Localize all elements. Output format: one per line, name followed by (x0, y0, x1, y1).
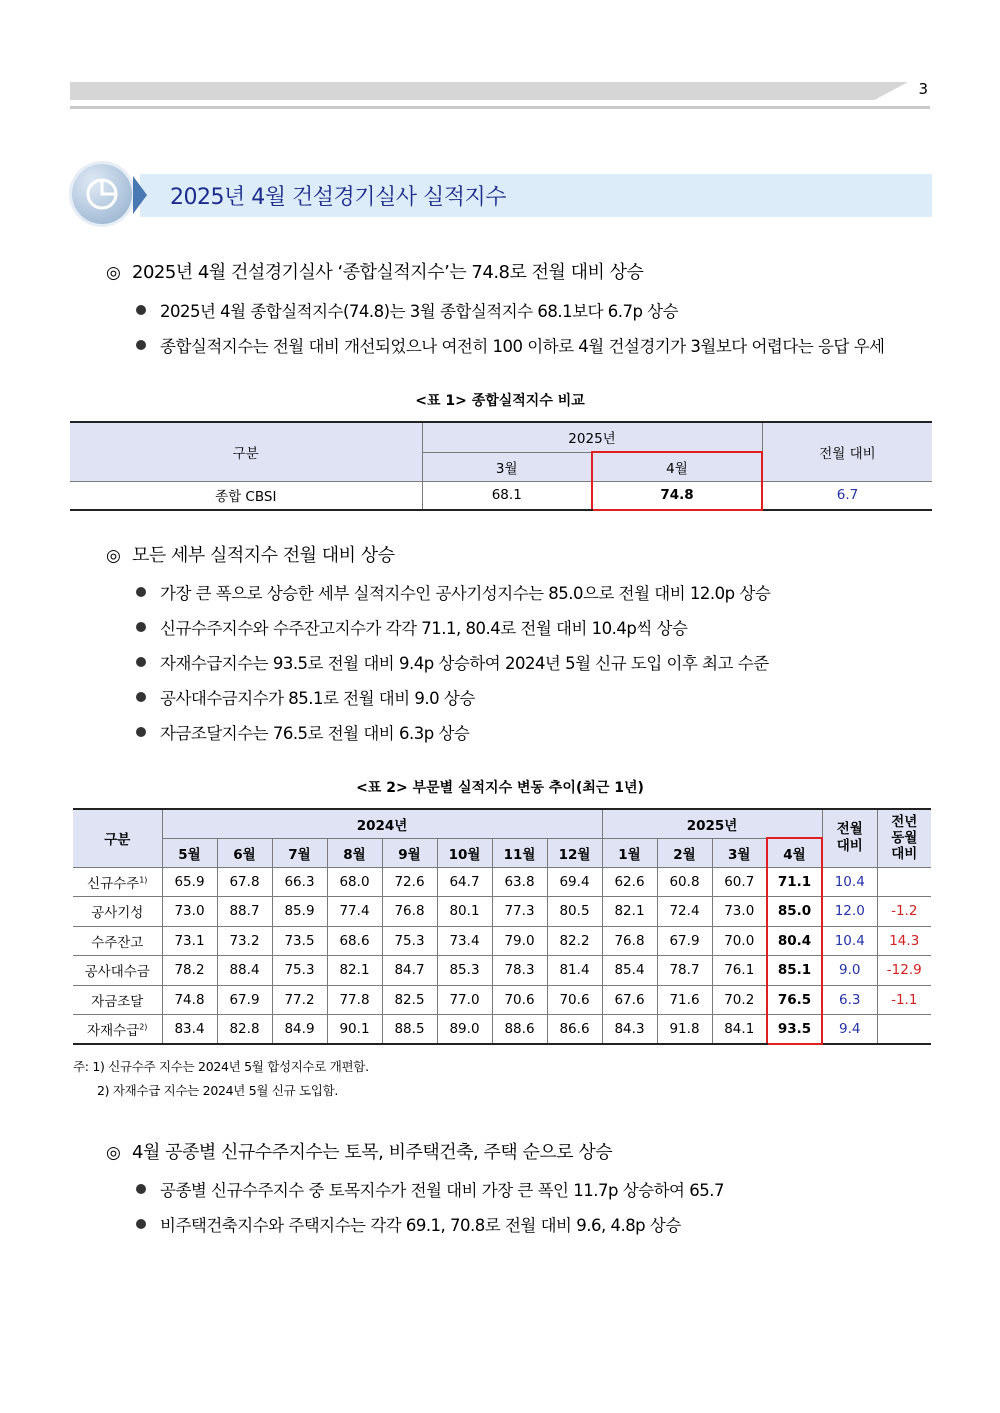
t2-cell: 76.5 (767, 985, 822, 1015)
t2-mom-cell: 10.4 (822, 867, 877, 897)
t2-yoy-cell (877, 1015, 931, 1045)
t2-cell: 75.3 (382, 926, 437, 956)
t2-cell: 78.3 (492, 956, 547, 986)
t2-cell: 88.7 (217, 897, 272, 927)
bullet-icon (136, 1184, 146, 1194)
t1-header-m4: 4월 (592, 452, 762, 481)
t2-cell: 89.0 (437, 1015, 492, 1045)
t2-cell: 70.6 (492, 985, 547, 1015)
bullet-icon (136, 305, 146, 315)
double-circle-icon: ◎ (106, 263, 121, 283)
t2-cell: 82.8 (217, 1015, 272, 1045)
t2-month-header: 1월 (602, 838, 657, 867)
t2-cell: 72.4 (657, 897, 712, 927)
t2-cell: 73.5 (272, 926, 327, 956)
t1-value-m3: 68.1 (422, 481, 592, 510)
table2 (73, 808, 931, 1045)
t2-header-yoy-line2: 동월 (891, 830, 918, 847)
t2-cell: 85.4 (602, 956, 657, 986)
t1-value-m4: 74.8 (592, 481, 762, 510)
t2-cell: 88.6 (492, 1015, 547, 1045)
t2-row-label-text: 자재수급 (87, 1023, 140, 1039)
t2-yoy-cell: -12.9 (877, 956, 931, 986)
sub-point (136, 1177, 724, 1201)
t2-header-2024: 2024년 (162, 809, 602, 838)
t2-cell: 72.6 (382, 867, 437, 897)
t2-cell: 80.4 (767, 926, 822, 956)
sub-point-text: 공사대수금지수가 85.1로 전월 대비 9.0 상승 (160, 689, 475, 708)
bullet-icon (136, 727, 146, 737)
t2-cell: 67.9 (657, 926, 712, 956)
t2-cell: 73.1 (162, 926, 217, 956)
title-arrow-icon (133, 176, 147, 214)
t2-month-header: 2월 (657, 838, 712, 867)
main-point-text: 모든 세부 실적지수 전월 대비 상승 (132, 545, 395, 566)
t2-cell: 84.7 (382, 956, 437, 986)
double-circle-icon: ◎ (106, 546, 121, 566)
t2-cell: 78.2 (162, 956, 217, 986)
table-row (73, 926, 931, 956)
sub-point-text: 신규수주지수와 수주잔고지수가 각각 71.1, 80.4로 전월 대비 10.4p씩 상승 (160, 619, 688, 638)
t2-mom-cell: 6.3 (822, 985, 877, 1015)
t2-month-header: 3월 (712, 838, 767, 867)
footnote-marker: 1) (139, 875, 148, 885)
sub-point (136, 1212, 681, 1236)
t2-header-mom-line1: 전월 (836, 821, 863, 838)
t2-cell: 82.5 (382, 985, 437, 1015)
main-point-3 (106, 1138, 612, 1164)
t2-cell: 76.8 (382, 897, 437, 927)
table1 (70, 421, 932, 511)
t2-month-header: 11월 (492, 838, 547, 867)
t2-row-label (73, 956, 162, 986)
sub-point-text: 자금조달지수는 76.5로 전월 대비 6.3p 상승 (160, 724, 470, 743)
t2-row-label (73, 985, 162, 1015)
t2-cell: 93.5 (767, 1015, 822, 1045)
sub-point (136, 685, 475, 709)
sub-point (136, 720, 469, 744)
t2-row-label (73, 926, 162, 956)
t1-row-label: 종합 CBSI (70, 481, 422, 510)
header-bar (70, 82, 908, 100)
t2-yoy-cell: -1.2 (877, 897, 931, 927)
page-header (70, 79, 930, 113)
t2-month-header: 7월 (272, 838, 327, 867)
t2-cell: 84.1 (712, 1015, 767, 1045)
t2-month-header: 6월 (217, 838, 272, 867)
t2-cell: 68.0 (327, 867, 382, 897)
t2-cell: 76.8 (602, 926, 657, 956)
main-point-text: 2025년 4월 건설경기실사 ‘종합실적지수’는 74.8로 전월 대비 상승 (132, 262, 644, 283)
bullet-icon (136, 622, 146, 632)
t2-row-label-text: 공사대수금 (84, 964, 150, 981)
t2-month-header: 4월 (767, 838, 822, 867)
t2-cell: 74.8 (162, 985, 217, 1015)
double-circle-icon: ◎ (106, 1143, 121, 1163)
t2-row-label-text: 신규수주 (87, 875, 140, 892)
t2-row-label-text: 자금조달 (91, 993, 144, 1010)
bullet-icon (136, 1219, 146, 1229)
t2-yoy-cell: -1.1 (877, 985, 931, 1015)
t2-cell: 84.3 (602, 1015, 657, 1045)
t2-yoy-cell: 14.3 (877, 926, 931, 956)
t2-cell: 83.4 (162, 1015, 217, 1045)
t2-cell: 88.4 (217, 956, 272, 986)
t2-cell: 81.4 (547, 956, 602, 986)
t1-value-diff: 6.7 (762, 481, 932, 510)
bullet-icon (136, 340, 146, 350)
t2-cell: 70.2 (712, 985, 767, 1015)
header-rule (70, 106, 930, 109)
table-row (73, 985, 931, 1015)
t2-cell: 67.8 (217, 867, 272, 897)
t2-mom-cell: 9.4 (822, 1015, 877, 1045)
t2-cell: 73.0 (162, 897, 217, 927)
t1-header-m3: 3월 (422, 452, 592, 481)
t2-cell: 60.8 (657, 867, 712, 897)
sub-point (136, 615, 687, 639)
t2-month-header: 8월 (327, 838, 382, 867)
bullet-icon (136, 657, 146, 667)
t2-header-yoy-line3: 대비 (891, 846, 918, 863)
t2-row-label (73, 867, 162, 897)
table-row (73, 867, 931, 897)
sub-point-text: 비주택건축지수와 주택지수는 각각 69.1, 70.8로 전월 대비 9.6, 4.8p 상승 (160, 1216, 681, 1235)
t2-cell: 82.1 (327, 956, 382, 986)
t2-cell: 77.0 (437, 985, 492, 1015)
t2-mom-cell: 10.4 (822, 926, 877, 956)
t2-cell: 76.1 (712, 956, 767, 986)
t2-cell: 64.7 (437, 867, 492, 897)
t2-cell: 67.9 (217, 985, 272, 1015)
t2-cell: 70.0 (712, 926, 767, 956)
sub-point-text: 가장 큰 폭으로 상승한 세부 실적지수인 공사기성지수는 85.0으로 전월 대비 12.0p 상승 (160, 584, 771, 603)
t1-header-category: 구분 (70, 422, 422, 481)
t1-header-year: 2025년 (422, 422, 762, 452)
bullet-icon (136, 692, 146, 702)
t2-cell: 79.0 (492, 926, 547, 956)
t2-cell: 75.3 (272, 956, 327, 986)
t2-cell: 80.5 (547, 897, 602, 927)
t2-row-label-text: 수주잔고 (91, 934, 144, 951)
t2-cell: 82.2 (547, 926, 602, 956)
t2-header-2025: 2025년 (602, 809, 822, 838)
t2-month-header: 12월 (547, 838, 602, 867)
t2-cell: 77.3 (492, 897, 547, 927)
t2-cell: 78.7 (657, 956, 712, 986)
t2-header-category: 구분 (73, 809, 162, 867)
t2-yoy-cell (877, 867, 931, 897)
t2-cell: 77.8 (327, 985, 382, 1015)
table1-caption: <표 1> 종합실적지수 비교 (415, 393, 585, 409)
t2-cell: 85.9 (272, 897, 327, 927)
t2-cell: 70.6 (547, 985, 602, 1015)
sub-point-text: 2025년 4월 종합실적지수(74.8)는 3월 종합실적지수 68.1보다 6.7p 상승 (160, 302, 679, 321)
t2-cell: 73.0 (712, 897, 767, 927)
t2-cell: 62.6 (602, 867, 657, 897)
t2-cell: 85.3 (437, 956, 492, 986)
t2-cell: 63.8 (492, 867, 547, 897)
t2-cell: 85.0 (767, 897, 822, 927)
sub-point (136, 580, 770, 604)
t2-cell: 68.6 (327, 926, 382, 956)
t2-mom-cell: 12.0 (822, 897, 877, 927)
t2-cell: 69.4 (547, 867, 602, 897)
sub-point (136, 298, 678, 322)
main-point-text: 4월 공종별 신규수주지수는 토목, 비주택건축, 주택 순으로 상승 (132, 1142, 613, 1163)
t2-cell: 60.7 (712, 867, 767, 897)
t2-cell: 67.6 (602, 985, 657, 1015)
t2-header-mom (822, 809, 877, 867)
table-row (73, 956, 931, 986)
table-row (73, 897, 931, 927)
t2-cell: 88.5 (382, 1015, 437, 1045)
table2-note-1: 주: 1) 신규수주 지수는 2024년 5월 합성지수로 개편함. (73, 1059, 369, 1074)
t2-month-header: 5월 (162, 838, 217, 867)
sub-point (136, 650, 769, 674)
t2-cell: 71.1 (767, 867, 822, 897)
sub-point-text: 공종별 신규수주지수 중 토목지수가 전월 대비 가장 큰 폭인 11.7p 상승하여 65.7 (160, 1181, 724, 1200)
t2-row-label-text: 공사기성 (91, 905, 144, 922)
footnote-marker: 2) (139, 1022, 148, 1032)
t2-cell: 80.1 (437, 897, 492, 927)
t2-cell: 77.4 (327, 897, 382, 927)
main-point-2 (106, 541, 395, 567)
t2-header-yoy (877, 809, 931, 867)
t2-month-header: 9월 (382, 838, 437, 867)
t2-month-header: 10월 (437, 838, 492, 867)
page-number: 3 (918, 80, 928, 98)
t2-cell: 90.1 (327, 1015, 382, 1045)
t2-row-label (73, 897, 162, 927)
table2-note-2: 2) 자재수급 지수는 2024년 5월 신규 도입함. (97, 1083, 339, 1098)
t1-header-diff: 전월 대비 (762, 422, 932, 481)
t2-header-mom-line2: 대비 (836, 838, 863, 855)
t2-cell: 91.8 (657, 1015, 712, 1045)
t2-row-label (73, 1015, 162, 1045)
table-row (73, 1015, 931, 1045)
t2-header-yoy-line1: 전년 (891, 814, 918, 831)
section-title-block (70, 164, 932, 226)
t2-cell: 77.2 (272, 985, 327, 1015)
t2-cell: 73.4 (437, 926, 492, 956)
main-point-1 (106, 258, 643, 284)
t2-cell: 85.1 (767, 956, 822, 986)
t2-cell: 82.1 (602, 897, 657, 927)
t2-cell: 65.9 (162, 867, 217, 897)
bullet-icon (136, 587, 146, 597)
t2-cell: 86.6 (547, 1015, 602, 1045)
sub-point (136, 333, 885, 357)
sub-point-text: 자재수급지수는 93.5로 전월 대비 9.4p 상승하여 2024년 5월 신규 도입 이후 최고 수준 (160, 654, 769, 673)
sub-point-text: 종합실적지수는 전월 대비 개선되었으나 여전히 100 이하로 4월 건설경기가 3월보다 어렵다는 응답 우세 (160, 337, 885, 356)
section-title: 2025년 4월 건설경기실사 실적지수 (170, 185, 506, 210)
t2-cell: 84.9 (272, 1015, 327, 1045)
t2-mom-cell: 9.0 (822, 956, 877, 986)
t2-cell: 66.3 (272, 867, 327, 897)
t2-cell: 71.6 (657, 985, 712, 1015)
t2-cell: 73.2 (217, 926, 272, 956)
table2-caption: <표 2> 부문별 실적지수 변동 추이(최근 1년) (356, 780, 644, 796)
pie-chart-icon (72, 164, 132, 224)
